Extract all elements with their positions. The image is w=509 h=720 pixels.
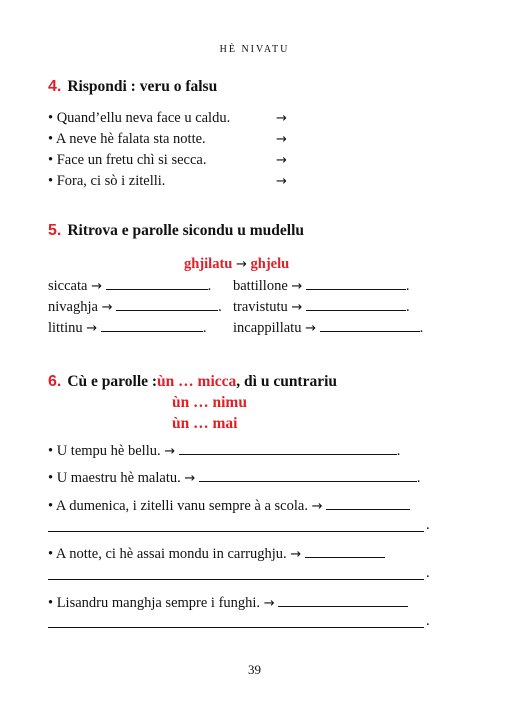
answer-line[interactable] [48, 579, 424, 580]
s4-arrow-3: → [276, 153, 287, 168]
s6-item-3: • A dumenica, i zitelli vanu sempre à a scola. → [48, 497, 410, 515]
answer-blank[interactable] [278, 594, 408, 607]
period: . [426, 565, 430, 581]
section-4-title: Rispondi : veru o falsu [67, 78, 218, 95]
word-nivaghja: nivaghja → . [48, 299, 222, 315]
model-right: ghjelu [250, 256, 290, 272]
s4-item-4: • Fora, ci sò i zitelli. [48, 173, 166, 189]
word-incappillatu: incappillatu → . [233, 320, 424, 336]
hint-mai: ùn … mai [172, 415, 238, 432]
section-5-heading [48, 222, 304, 240]
running-head: HÈ NIVATU [219, 44, 290, 55]
answer-line[interactable] [48, 531, 424, 532]
section-5-number: 5. [48, 222, 62, 239]
s4-item-1: • Quand’ellu neva face u caldu. [48, 110, 231, 126]
answer-blank[interactable] [320, 319, 420, 332]
s4-arrow-4: → [276, 174, 287, 189]
s6-item-1: • U tempu hè bellu. → . [48, 443, 401, 459]
answer-blank[interactable] [116, 298, 218, 311]
section-6-heading: 6. Cù e parolle :ùn … micca, dì u cuntrariu [48, 373, 338, 390]
s4-arrow-2: → [276, 132, 287, 147]
answer-blank[interactable] [101, 319, 203, 332]
answer-blank[interactable] [306, 298, 406, 311]
answer-blank[interactable] [306, 277, 406, 290]
word-battillone: battillone → . [233, 278, 410, 294]
s6-item-2: • U maestru hè malatu. → . [48, 470, 421, 486]
hint-nimu: ùn … nimu [172, 394, 247, 411]
period: . [426, 517, 430, 533]
word-siccata: siccata → . [48, 278, 212, 294]
s4-item-3: • Face un fretu chì si secca. [48, 152, 207, 168]
section-4-heading [48, 78, 217, 96]
answer-blank[interactable] [179, 442, 397, 455]
page-number: 39 [248, 662, 261, 677]
answer-blank[interactable] [305, 545, 385, 558]
answer-blank[interactable] [326, 497, 410, 510]
period: . [426, 613, 430, 629]
model-left: ghjilatu [184, 256, 233, 272]
word-travistutu: travistutu → . [233, 299, 410, 315]
model-example [184, 256, 289, 273]
model-arrow: → [235, 257, 247, 272]
section-5-title: Ritrova e parolle sicondu u mudellu [67, 222, 305, 239]
answer-line[interactable] [48, 627, 424, 628]
section-4-number: 4. [48, 78, 62, 95]
s6-item-4: • A notte, ci hè assai mondu in carrughju. → [48, 545, 385, 563]
word-littinu: littinu → . [48, 320, 207, 336]
answer-blank[interactable] [106, 277, 208, 290]
s4-item-2: • A neve hè falata sta notte. [48, 131, 206, 147]
s4-arrow-1: → [276, 111, 287, 126]
section-6-number: 6. [48, 373, 62, 390]
answer-blank[interactable] [199, 469, 417, 482]
s6-item-5: • Lisandru manghja sempre i funghi. → [48, 594, 408, 612]
